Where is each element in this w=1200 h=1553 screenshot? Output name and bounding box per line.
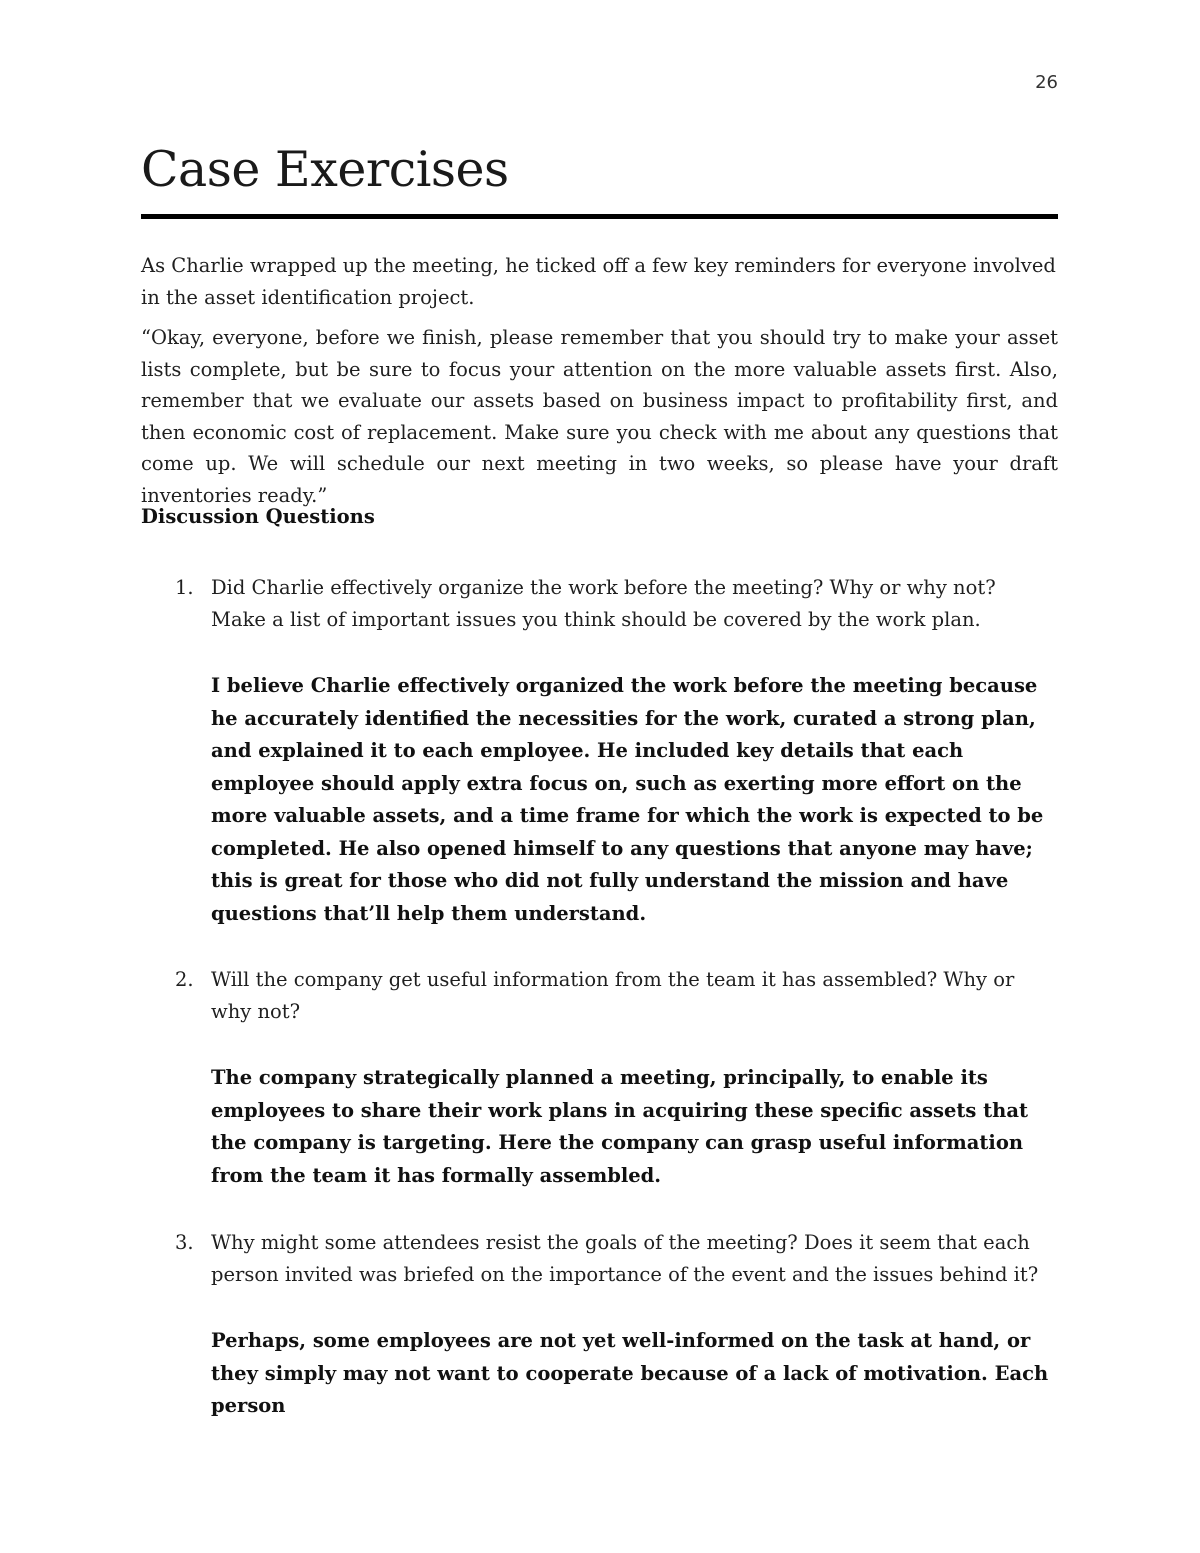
- answer-1-text: I believe Charlie effectively organized the work before the meeting because he accurately identified the necessities for the work, curated a strong plan, and explained it to each employee. He included key details that each employee should apply extra focus on, such as exerting more effort on the more valuable assets, and a time frame for which the work is expected to be completed. He also opened himself to any questions that anyone may have; this is great for those who did not fully understand the mission and have questions that’ll help them understand.: [211, 674, 1044, 925]
- answer-3-text: Perhaps, some employees are not yet well-informed on the task at hand, or they simply may not want to cooperate because of a lack of motivation. Each person: [211, 1329, 1049, 1417]
- intro-paragraph-1: As Charlie wrapped up the meeting, he ticked off a few key reminders for everyone involved in the asset identification project.: [141, 254, 1056, 309]
- intro-paragraph-2-quote: “Okay, everyone, before we finish, please remember that you should try to make your asset lists complete, but be sure to focus your attention on the more valuable assets first. Also, remember that we evaluate our assets based on business impact to profitability first, and then economic cost of replacement. Make sure you check with me about any questions that come up. We will schedule our next meeting in two weeks, so please have your draft inventories ready.”: [141, 326, 1058, 507]
- question-2-number: 2.: [175, 968, 194, 991]
- question-3-text: Why might some attendees resist the goals of the meeting? Does it seem that each person invited was briefed on the importance of the event and the issues behind it?: [211, 1231, 1039, 1286]
- discussion-questions-heading: Discussion Questions: [141, 505, 375, 528]
- page-title: Case Exercises: [141, 141, 509, 198]
- question-1-number: 1.: [175, 576, 194, 599]
- question-1-text: Did Charlie effectively organize the work before the meeting? Why or why not? Make a list of important issues you think should be covered by the work plan.: [211, 576, 996, 631]
- answer-2-text: The company strategically planned a meeting, principally, to enable its employees to share their work plans in acquiring these specific assets that the company is targeting. Here the company can grasp useful information from the team it has formally assembled.: [211, 1066, 1029, 1187]
- page-number: 26: [1035, 72, 1058, 93]
- question-2-text: Will the company get useful information from the team it has assembled? Why or why not?: [211, 968, 1015, 1023]
- question-3-number: 3.: [175, 1231, 194, 1254]
- title-underline-rule: [141, 214, 1058, 219]
